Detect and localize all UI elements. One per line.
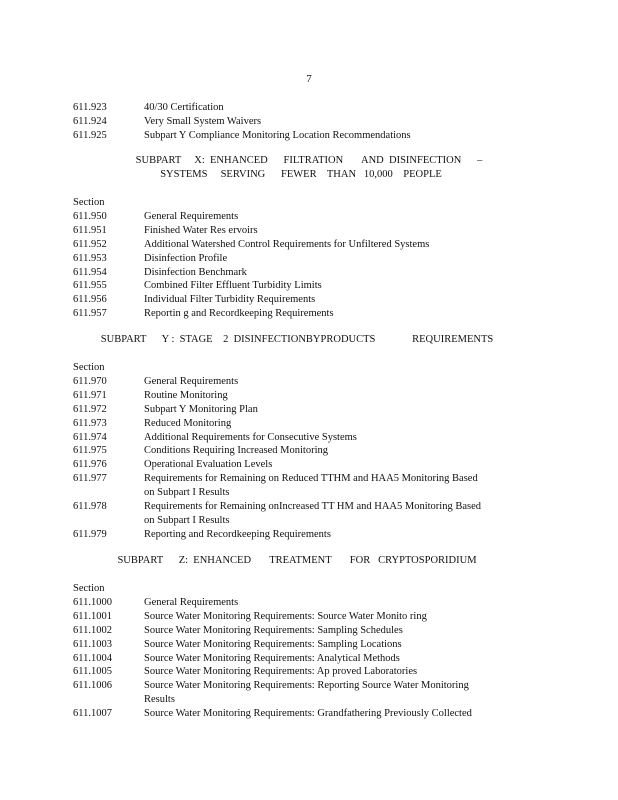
section-number: 611.951 [73, 224, 107, 236]
list-item [73, 266, 543, 280]
section-title: Source Water Monitoring Requirements: Ap proved Laboratories [144, 666, 418, 678]
section-number: 611.979 [73, 528, 107, 540]
list-item [73, 375, 543, 389]
section-title: Operational Evaluation Levels [144, 459, 273, 471]
section-number: 611.1002 [73, 624, 112, 636]
section-number: 611.923 [73, 102, 107, 113]
section-title: Disinfection Benchmark [144, 266, 247, 278]
list-item [73, 417, 543, 431]
list-item [73, 707, 543, 721]
section-label: Section [73, 583, 105, 594]
section-number: 611.1007 [73, 708, 112, 720]
list-item [73, 210, 543, 224]
list-item [73, 252, 543, 266]
section-number: 611.925 [73, 129, 107, 141]
section-list-group1 [73, 101, 543, 143]
list-item [73, 224, 543, 238]
subpart-x-heading-line1: SUBPART X: ENHANCED FILTRATION AND DISINFECTION – [135, 155, 483, 166]
list-item [73, 472, 543, 486]
section-title: Source Water Monitoring Requirements: Sampling Locations [144, 638, 402, 650]
list-item [73, 500, 543, 514]
list-item [73, 444, 543, 458]
section-title-continuation: Results [144, 694, 175, 706]
section-title: General Requirements [144, 375, 239, 387]
section-title: Source Water Monitoring Requirements: Analytical Methods [144, 652, 400, 664]
section-title: Additional Requirements for Consecutive Systems [144, 431, 357, 443]
section-list-group4 [73, 582, 543, 721]
section-title: Subpart Y Monitoring Plan [144, 403, 258, 415]
section-title: Reduced Monitoring [144, 417, 232, 429]
page-number: 7 [306, 73, 312, 85]
list-item [73, 431, 543, 445]
section-list-group2 [73, 196, 543, 321]
section-title: Requirements for Remaining onIncreased TT HM and HAA5 Monitoring Based [144, 501, 482, 513]
list-item [73, 665, 543, 679]
list-item-continuation [73, 693, 543, 707]
section-title: General Requirements [144, 596, 239, 608]
section-number: 611.950 [73, 210, 107, 222]
section-number: 611.971 [73, 389, 107, 401]
section-number: 611.974 [73, 431, 107, 443]
section-title: Conditions Requiring Increased Monitoring [144, 445, 329, 457]
subpart-y-heading: SUBPART Y : STAGE 2 DISINFECTIONBYPRODUCTS REQUIREMENTS [100, 334, 494, 345]
section-number: 611.1005 [73, 666, 112, 678]
section-number: 611.976 [73, 459, 107, 471]
list-item [73, 279, 543, 293]
list-item [73, 115, 543, 129]
section-number: 611.957 [73, 308, 107, 320]
section-number: 611.1000 [73, 596, 112, 608]
list-item [73, 293, 543, 307]
section-number: 611.970 [73, 375, 107, 387]
section-title: Reportin g and Recordkeeping Requirements [144, 308, 334, 320]
list-item [73, 528, 543, 542]
section-title: Requirements for Remaining on Reduced TTHM and HAA5 Monitoring Based [144, 473, 478, 485]
section-title: General Requirements [144, 210, 239, 222]
section-number: 611.953 [73, 252, 107, 264]
section-number: 611.1004 [73, 652, 112, 664]
list-item [73, 307, 543, 321]
section-number: 611.954 [73, 266, 107, 278]
list-item [73, 458, 543, 472]
section-title: Source Water Monitoring Requirements: Reporting Source Water Monitoring [144, 680, 469, 692]
list-item [73, 389, 543, 403]
section-number: 611.975 [73, 445, 107, 457]
section-list-group3 [73, 361, 543, 542]
section-number: 611.977 [73, 473, 107, 485]
section-title: Source Water Monitoring Requirements: Grandfathering Previously Collected [144, 708, 472, 720]
list-item-continuation [73, 486, 543, 500]
section-title: Combined Filter Effluent Turbidity Limits [144, 280, 322, 292]
section-number: 611.955 [73, 280, 107, 292]
section-title: Finished Water Res ervoirs [144, 224, 258, 236]
list-item [73, 652, 543, 666]
section-title: Source Water Monitoring Requirements: Source Water Monito ring [144, 610, 427, 622]
section-number: 611.978 [73, 501, 107, 513]
section-title: Disinfection Profile [144, 252, 228, 264]
section-label: Section [73, 197, 105, 208]
section-number: 611.1003 [73, 638, 112, 650]
section-number: 611.1006 [73, 680, 112, 692]
section-number: 611.956 [73, 294, 107, 306]
list-item [73, 610, 543, 624]
section-label: Section [73, 362, 105, 373]
list-item [73, 129, 543, 143]
section-title: Additional Watershed Control Requirements for Unfiltered Systems [144, 238, 430, 250]
section-title: Reporting and Recordkeeping Requirements [144, 528, 331, 540]
list-item [73, 679, 543, 693]
list-item [73, 624, 543, 638]
section-number: 611.973 [73, 417, 107, 429]
section-title: Routine Monitoring [144, 389, 228, 401]
section-title: 40/30 Certification [144, 102, 224, 113]
section-number: 611.924 [73, 115, 107, 127]
list-item-continuation [73, 514, 543, 528]
section-title: Very Small System Waivers [144, 115, 262, 127]
list-item [73, 101, 543, 115]
subpart-z-heading: SUBPART Z: ENHANCED TREATMENT FOR CRYPTOSPORIDIUM [117, 555, 477, 566]
section-title-continuation: on Subpart I Results [144, 514, 230, 526]
list-item [73, 403, 543, 417]
list-item [73, 238, 543, 252]
section-title: Subpart Y Compliance Monitoring Location Recommendations [144, 129, 411, 141]
list-item [73, 596, 543, 610]
section-number: 611.972 [73, 403, 107, 415]
list-item [73, 638, 543, 652]
section-title: Source Water Monitoring Requirements: Sampling Schedules [144, 624, 403, 636]
section-title: Individual Filter Turbidity Requirements [144, 294, 316, 306]
section-number: 611.1001 [73, 610, 112, 622]
section-title-continuation: on Subpart I Results [144, 487, 230, 499]
subpart-x-heading-line2: SYSTEMS SERVING FEWER THAN 10,000 PEOPLE [160, 169, 442, 180]
section-number: 611.952 [73, 238, 107, 250]
